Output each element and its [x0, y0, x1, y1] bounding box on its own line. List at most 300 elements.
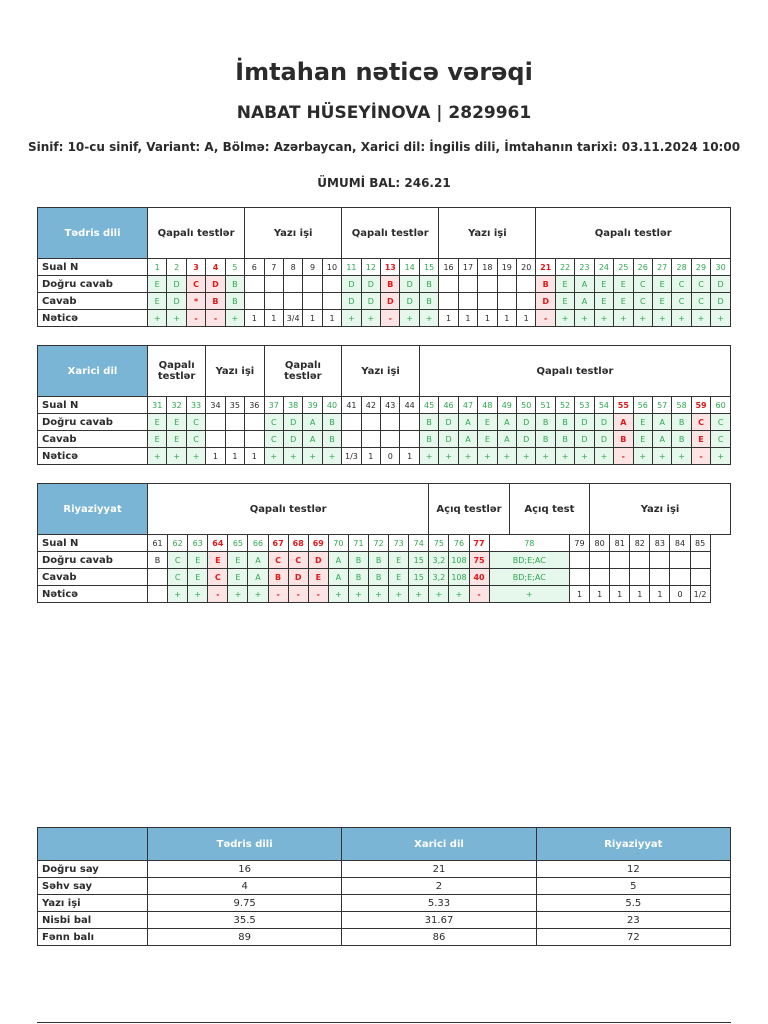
given-answer-cell: * [186, 293, 205, 310]
question-number-cell: 33 [186, 397, 205, 414]
question-number-cell: 26 [633, 259, 652, 276]
question-number-cell: 28 [672, 259, 691, 276]
correct-answer-cell: B [322, 414, 341, 431]
correct-answer-cell: B [555, 414, 574, 431]
question-number-cell: 23 [575, 259, 594, 276]
question-number-cell: 49 [497, 397, 516, 414]
summary-corner [38, 828, 148, 861]
given-answer-cell [650, 569, 670, 586]
summary-header-row [38, 828, 731, 861]
given-answer-label: Cavab [38, 293, 148, 310]
result-cell: - [308, 586, 328, 603]
correct-answer-cell: A [248, 552, 268, 569]
result-cell: 1 [303, 310, 322, 327]
question-number-cell: 81 [610, 535, 630, 552]
given-answer-cell: B [369, 569, 389, 586]
given-answer-cell: D [167, 293, 186, 310]
given-answer-cell: C [672, 293, 691, 310]
result-cell: + [409, 586, 429, 603]
given-answer-cell: A [575, 293, 594, 310]
correct-answer-cell: A [614, 414, 633, 431]
question-number-cell: 40 [322, 397, 341, 414]
result-cell: + [517, 448, 536, 465]
result-cell: + [555, 448, 574, 465]
result-cell: 1 [458, 310, 477, 327]
summary-row [38, 861, 731, 878]
correct-answer-cell: D [400, 276, 419, 293]
result-cell: - [469, 586, 489, 603]
result-cell: 1 [361, 448, 380, 465]
correct-answer-cell: 75 [469, 552, 489, 569]
summary-cell: 35.5 [148, 912, 342, 929]
result-cell: - [186, 310, 205, 327]
result-cell: - [691, 448, 710, 465]
result-cell: + [478, 448, 497, 465]
question-number-cell: 56 [633, 397, 652, 414]
given-answer-cell [458, 293, 477, 310]
group-header: Qapalı testlər [148, 208, 245, 259]
given-answer-cell: B [555, 431, 574, 448]
given-answer-cell: D [288, 569, 308, 586]
result-cell: 0 [381, 448, 400, 465]
result-cell: 1 [630, 586, 650, 603]
result-cell: - [288, 586, 308, 603]
given-answer-cell [206, 431, 225, 448]
correct-answer-cell: A [497, 414, 516, 431]
group-header-row [38, 346, 731, 397]
question-number-cell: 39 [303, 397, 322, 414]
given-answer-cell: 3,2 [429, 569, 449, 586]
result-cell [148, 586, 168, 603]
question-number-cell: 61 [148, 535, 168, 552]
question-number-cell: 48 [478, 397, 497, 414]
result-cell: + [248, 586, 268, 603]
result-cell: 1 [264, 310, 283, 327]
given-answer-cell: E [228, 569, 248, 586]
question-number-cell: 20 [517, 259, 536, 276]
given-answer-cell [342, 431, 361, 448]
summary-row-label: Səhv say [38, 878, 148, 895]
question-number-cell: 47 [458, 397, 477, 414]
given-answer-cell: D [594, 431, 613, 448]
given-answer-cell: C [186, 431, 205, 448]
question-number-cell: 25 [614, 259, 633, 276]
result-cell: + [303, 448, 322, 465]
given-answer-cell: BD;E;AC [489, 569, 569, 586]
result-cell: + [711, 448, 731, 465]
given-answer-cell [381, 431, 400, 448]
page-title: İmtahan nəticə vərəqi [235, 58, 533, 86]
given-answer-cell [670, 569, 690, 586]
given-answer-cell [225, 431, 244, 448]
group-header: Açıq test [509, 484, 589, 535]
correct-answer-cell: E [188, 552, 208, 569]
correct-answer-cell: B [419, 414, 438, 431]
correct-answer-cell: E [633, 414, 652, 431]
question-number-cell: 9 [303, 259, 322, 276]
question-number-cell: 32 [167, 397, 186, 414]
given-answer-cell: B [268, 569, 288, 586]
question-number-label: Sual N [38, 259, 148, 276]
result-cell: + [186, 448, 205, 465]
result-label: Nəticə [38, 586, 148, 603]
result-cell: + [225, 310, 244, 327]
question-number-cell: 42 [361, 397, 380, 414]
given-answer-cell [283, 293, 302, 310]
result-cell: + [400, 310, 419, 327]
given-answer-cell: A [497, 431, 516, 448]
result-cell: + [429, 586, 449, 603]
given-answer-cell: D [439, 431, 458, 448]
correct-answer-cell: D [167, 276, 186, 293]
summary-cell: 89 [148, 929, 342, 946]
correct-answer-cell [381, 414, 400, 431]
result-cell: + [614, 310, 633, 327]
correct-answer-cell: B [381, 276, 400, 293]
result-cell: + [283, 448, 302, 465]
given-answer-cell: E [188, 569, 208, 586]
summary-row [38, 912, 731, 929]
result-cell: 1 [400, 448, 419, 465]
correct-answer-cell: C [168, 552, 188, 569]
given-answer-cell: C [168, 569, 188, 586]
summary-cell: 5.33 [342, 895, 536, 912]
question-number-cell: 46 [439, 397, 458, 414]
result-cell: - [208, 586, 228, 603]
result-label: Nəticə [38, 448, 148, 465]
correct-answer-cell: D [575, 414, 594, 431]
result-cell: + [322, 448, 341, 465]
given-answer-cell [478, 293, 497, 310]
summary-cell: 5.5 [536, 895, 730, 912]
correct-answer-cell [342, 414, 361, 431]
question-number-cell: 70 [328, 535, 348, 552]
given-answer-cell: E [148, 293, 167, 310]
given-answer-cell: E [389, 569, 409, 586]
result-cell: + [633, 448, 652, 465]
result-cell: + [633, 310, 652, 327]
given-answer-cell [322, 293, 341, 310]
correct-answer-cell: E [228, 552, 248, 569]
given-answer-cell: D [575, 431, 594, 448]
correct-answer-row [38, 276, 731, 293]
correct-answer-cell [283, 276, 302, 293]
result-cell: 1 [206, 448, 225, 465]
result-cell: 1 [245, 310, 264, 327]
correct-answer-cell: 15 [409, 552, 429, 569]
question-number-cell: 64 [208, 535, 228, 552]
correct-answer-label: Doğru cavab [38, 414, 148, 431]
given-answer-cell: E [167, 431, 186, 448]
exam-info: Sinif: 10-cu sinif, Variant: A, Bölmə: Azərbaycan, Xarici dil: İngilis dili, İmtahanın tarixi: 03.11.2024 10:00 [27, 140, 741, 154]
result-cell: 1 [650, 586, 670, 603]
given-answer-cell: D [711, 293, 731, 310]
question-number-cell: 19 [497, 259, 516, 276]
result-cell: + [594, 310, 613, 327]
result-cell: + [264, 448, 283, 465]
question-number-cell: 24 [594, 259, 613, 276]
question-number-cell: 50 [517, 397, 536, 414]
given-answer-cell: D [381, 293, 400, 310]
question-number-cell: 65 [228, 535, 248, 552]
result-cell: + [348, 586, 368, 603]
question-number-cell: 72 [369, 535, 389, 552]
summary-cell: 21 [342, 861, 536, 878]
total-score: ÜMUMİ BAL: 246.21 [317, 176, 451, 190]
question-number-cell: 71 [348, 535, 368, 552]
correct-answer-cell: B [148, 552, 168, 569]
question-number-cell: 31 [148, 397, 167, 414]
correct-answer-cell: E [148, 414, 167, 431]
question-number-cell: 80 [590, 535, 610, 552]
question-number-row [38, 535, 731, 552]
given-answer-cell: C [633, 293, 652, 310]
summary-cell: 72 [536, 929, 730, 946]
group-header: Açıq testlər [429, 484, 509, 535]
question-number-cell: 55 [614, 397, 633, 414]
question-number-cell: 59 [691, 397, 710, 414]
correct-answer-cell: D [206, 276, 225, 293]
question-number-cell: 62 [168, 535, 188, 552]
question-number-row [38, 397, 731, 414]
correct-answer-cell [225, 414, 244, 431]
correct-answer-cell [245, 276, 264, 293]
question-number-cell: 1 [148, 259, 167, 276]
correct-answer-cell: D [711, 276, 731, 293]
result-cell: + [167, 448, 186, 465]
given-answer-cell: E [148, 431, 167, 448]
result-cell: - [536, 310, 555, 327]
question-number-cell: 53 [575, 397, 594, 414]
question-number-cell: 34 [206, 397, 225, 414]
correct-answer-cell: A [328, 552, 348, 569]
result-cell: + [449, 586, 469, 603]
question-number-cell: 18 [478, 259, 497, 276]
correct-answer-cell: C [264, 414, 283, 431]
given-answer-cell: D [400, 293, 419, 310]
question-number-cell: 69 [308, 535, 328, 552]
summary-cell: 5 [536, 878, 730, 895]
correct-answer-cell: C [268, 552, 288, 569]
correct-answer-cell [264, 276, 283, 293]
question-number-cell: 36 [245, 397, 264, 414]
summary-cell: 23 [536, 912, 730, 929]
correct-answer-cell [322, 276, 341, 293]
result-cell: 1 [569, 586, 589, 603]
result-cell: + [575, 448, 594, 465]
correct-answer-cell: E [148, 276, 167, 293]
question-number-cell: 30 [711, 259, 731, 276]
correct-answer-cell: D [283, 414, 302, 431]
question-number-cell: 15 [419, 259, 438, 276]
question-number-cell: 74 [409, 535, 429, 552]
question-number-cell: 79 [569, 535, 589, 552]
question-number-cell: 67 [268, 535, 288, 552]
correct-answer-cell: C [691, 276, 710, 293]
group-header: Yazı işi [439, 208, 536, 259]
correct-answer-cell [206, 414, 225, 431]
question-number-cell: 68 [288, 535, 308, 552]
question-number-cell: 10 [322, 259, 341, 276]
result-cell: + [594, 448, 613, 465]
summary-cell: 86 [342, 929, 536, 946]
correct-answer-cell: D [439, 414, 458, 431]
correct-answer-cell [303, 276, 322, 293]
question-number-cell: 6 [245, 259, 264, 276]
correct-answer-cell: D [342, 276, 361, 293]
summary-cell: 16 [148, 861, 342, 878]
result-cell: 1 [478, 310, 497, 327]
correct-answer-cell: D [308, 552, 328, 569]
result-cell: 1 [497, 310, 516, 327]
correct-answer-cell [245, 414, 264, 431]
summary-col-foreign-language: Xarici dil [342, 828, 536, 861]
result-cell: + [148, 448, 167, 465]
given-answer-cell [400, 431, 419, 448]
group-header: Yazı işi [245, 208, 342, 259]
correct-answer-cell [690, 552, 710, 569]
result-cell: + [389, 586, 409, 603]
given-answer-label: Cavab [38, 431, 148, 448]
result-cell: 1/2 [690, 586, 710, 603]
result-cell: + [536, 448, 555, 465]
question-number-cell: 63 [188, 535, 208, 552]
given-answer-cell: D [342, 293, 361, 310]
result-cell: 3/4 [283, 310, 302, 327]
correct-answer-cell: A [652, 414, 671, 431]
student-name: NABAT HÜSEYİNOVA | 2829961 [236, 103, 532, 123]
question-number-cell: 11 [342, 259, 361, 276]
summary-row-label: Fənn balı [38, 929, 148, 946]
question-number-cell: 17 [458, 259, 477, 276]
correct-answer-cell [497, 276, 516, 293]
result-cell: + [188, 586, 208, 603]
correct-answer-cell: D [594, 414, 613, 431]
result-label: Nəticə [38, 310, 148, 327]
result-cell: + [361, 310, 380, 327]
given-answer-cell [590, 569, 610, 586]
correct-answer-cell: C [672, 276, 691, 293]
result-cell: 1 [245, 448, 264, 465]
result-cell: - [206, 310, 225, 327]
given-answer-cell: B [225, 293, 244, 310]
correct-answer-cell [458, 276, 477, 293]
given-answer-cell [630, 569, 650, 586]
question-number-cell: 41 [342, 397, 361, 414]
summary-row [38, 878, 731, 895]
correct-answer-cell: 3,2 [429, 552, 449, 569]
correct-answer-cell: C [633, 276, 652, 293]
correct-answer-cell: A [458, 414, 477, 431]
question-number-cell: 2 [167, 259, 186, 276]
correct-answer-cell: E [614, 276, 633, 293]
section-table-native-language [37, 207, 731, 327]
question-number-cell: 8 [283, 259, 302, 276]
result-cell: + [575, 310, 594, 327]
correct-answer-cell: A [575, 276, 594, 293]
correct-answer-cell: B [348, 552, 368, 569]
result-cell: + [419, 310, 438, 327]
summary-col-native-language: Tədris dili [148, 828, 342, 861]
given-answer-cell: B [672, 431, 691, 448]
result-cell: + [148, 310, 167, 327]
question-number-cell: 16 [439, 259, 458, 276]
given-answer-cell: E [691, 431, 710, 448]
result-cell: + [458, 448, 477, 465]
correct-answer-cell: B [419, 276, 438, 293]
given-answer-cell [497, 293, 516, 310]
result-cell: + [555, 310, 574, 327]
correct-answer-cell [630, 552, 650, 569]
result-cell: + [691, 310, 710, 327]
correct-answer-cell: D [517, 414, 536, 431]
question-number-cell: 29 [691, 259, 710, 276]
result-cell: + [652, 310, 671, 327]
question-number-cell: 5 [225, 259, 244, 276]
correct-answer-row [38, 414, 731, 431]
given-answer-cell: B [419, 293, 438, 310]
group-header: Yazı işi [342, 346, 420, 397]
group-header-row [38, 208, 731, 259]
given-answer-cell [439, 293, 458, 310]
correct-answer-cell: C [186, 276, 205, 293]
result-cell: 1 [322, 310, 341, 327]
question-number-cell: 52 [555, 397, 574, 414]
correct-answer-cell [569, 552, 589, 569]
question-number-cell: 21 [536, 259, 555, 276]
question-number-cell: 38 [283, 397, 302, 414]
group-header: Yazı işi [590, 484, 731, 535]
question-number-cell: 85 [690, 535, 710, 552]
correct-answer-cell: E [389, 552, 409, 569]
given-answer-cell: A [652, 431, 671, 448]
result-cell: + [672, 310, 691, 327]
question-number-cell: 58 [672, 397, 691, 414]
result-cell: + [342, 310, 361, 327]
subject-header: Xarici dil [38, 346, 148, 397]
given-answer-cell: E [652, 293, 671, 310]
result-cell: + [497, 448, 516, 465]
correct-answer-cell: B [536, 414, 555, 431]
question-number-label: Sual N [38, 397, 148, 414]
section-table-mathematics [37, 483, 731, 603]
summary-row-label: Nisbi bal [38, 912, 148, 929]
result-row [38, 586, 731, 603]
question-number-cell: 44 [400, 397, 419, 414]
correct-answer-cell: 108 [449, 552, 469, 569]
question-number-cell: 82 [630, 535, 650, 552]
question-number-cell: 84 [670, 535, 690, 552]
correct-answer-cell: C [691, 414, 710, 431]
correct-answer-cell: B [672, 414, 691, 431]
result-cell: + [672, 448, 691, 465]
group-header: Qapalı testlər [419, 346, 730, 397]
question-number-label: Sual N [38, 535, 148, 552]
question-number-cell: 43 [381, 397, 400, 414]
correct-answer-cell: E [555, 276, 574, 293]
summary-cell: 4 [148, 878, 342, 895]
question-number-cell: 14 [400, 259, 419, 276]
given-answer-cell: D [517, 431, 536, 448]
group-header: Qapalı testlər [536, 208, 731, 259]
summary-row-label: Doğru say [38, 861, 148, 878]
correct-answer-cell [517, 276, 536, 293]
result-cell: + [489, 586, 569, 603]
summary-table [37, 827, 731, 946]
result-cell: 1 [610, 586, 630, 603]
given-answer-cell: E [555, 293, 574, 310]
question-number-cell: 57 [652, 397, 671, 414]
